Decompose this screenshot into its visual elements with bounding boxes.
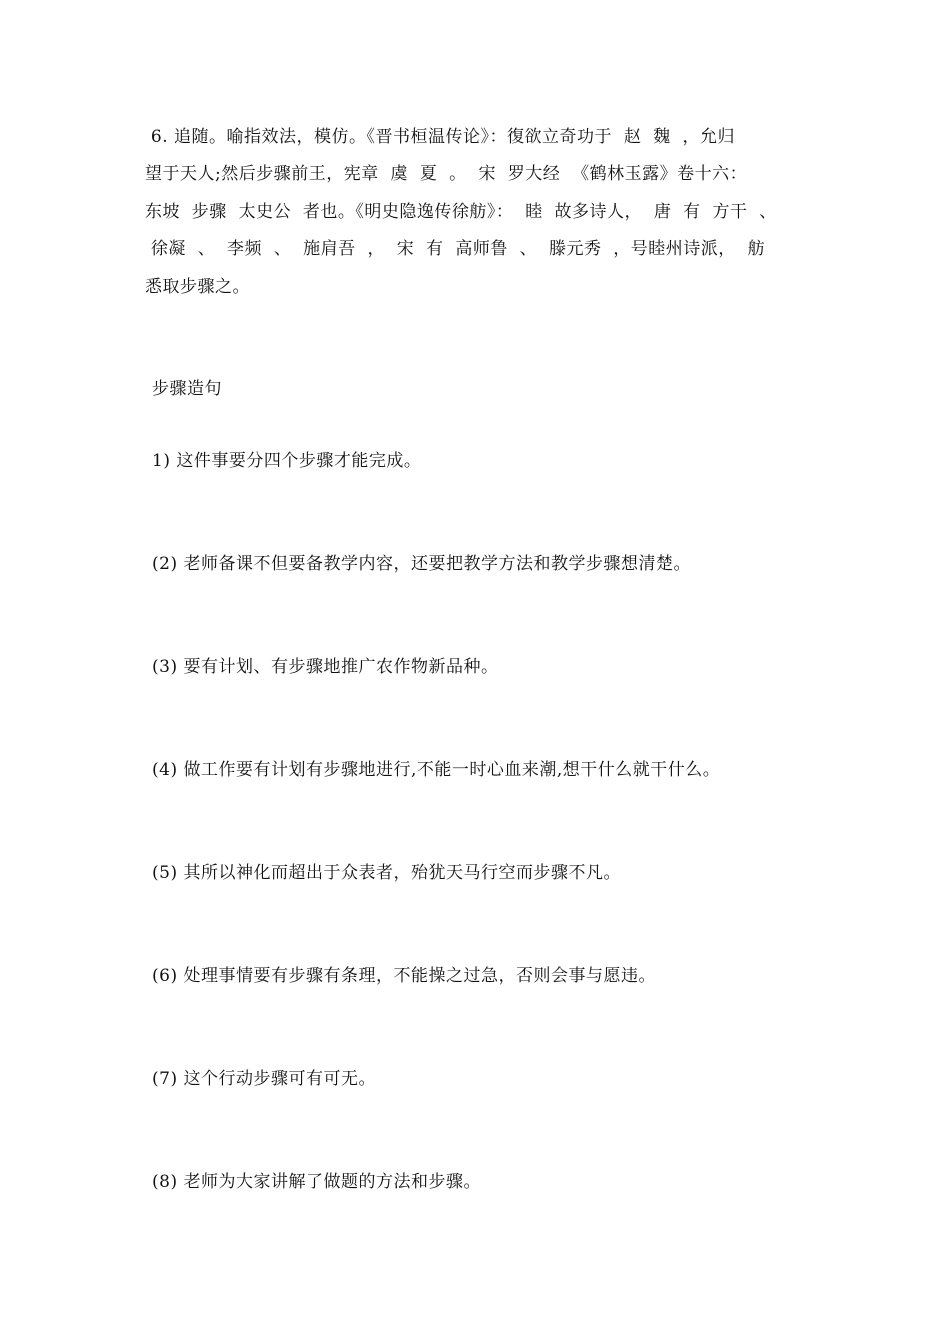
example-sentence-6: (6) 处理事情要有步骤有条理，不能操之过急，否则会事与愿违。 xyxy=(152,966,656,986)
example-sentence-7: (7) 这个行动步骤可有可无。 xyxy=(152,1069,376,1089)
example-sentence-4: (4) 做工作要有计划有步骤地进行,不能一时心血来潮,想干什么就干什么。 xyxy=(152,760,721,780)
definition-line-3: 东坡 步骤 太史公 者也。《明史隐逸传徐舫》： 睦 故多诗人， 唐 有 方干 、 xyxy=(145,202,777,222)
section-heading: 步骤造句 xyxy=(152,379,222,399)
example-sentence-3: (3) 要有计划、有步骤地推广农作物新品种。 xyxy=(152,657,499,677)
definition-line-4: 徐凝 、 李频 、 施肩吾 ， 宋 有 高师鲁 、 滕元秀 ，号睦州诗派， 舫 xyxy=(145,239,766,259)
example-sentence-1: 1) 这件事要分四个步骤才能完成。 xyxy=(152,451,422,471)
definition-line-5: 悉取步骤之。 xyxy=(145,277,250,297)
definition-line-2: 望于天人;然后步骤前王，宪章 虞 夏 。 宋 罗大经 《鹤林玉露》卷十六： xyxy=(145,164,748,184)
example-sentence-5: (5) 其所以神化而超出于众表者，殆犹天马行空而步骤不凡。 xyxy=(152,863,621,883)
example-sentence-2: (2) 老师备课不但要备教学内容，还要把教学方法和教学步骤想清楚。 xyxy=(152,554,691,574)
example-sentence-8: (8) 老师为大家讲解了做题的方法和步骤。 xyxy=(152,1172,481,1192)
definition-line-1: 6. 追随。喻指效法，模仿。《晋书桓温传论》：復欲立奇功于 赵 魏 ，允归 xyxy=(145,127,735,147)
